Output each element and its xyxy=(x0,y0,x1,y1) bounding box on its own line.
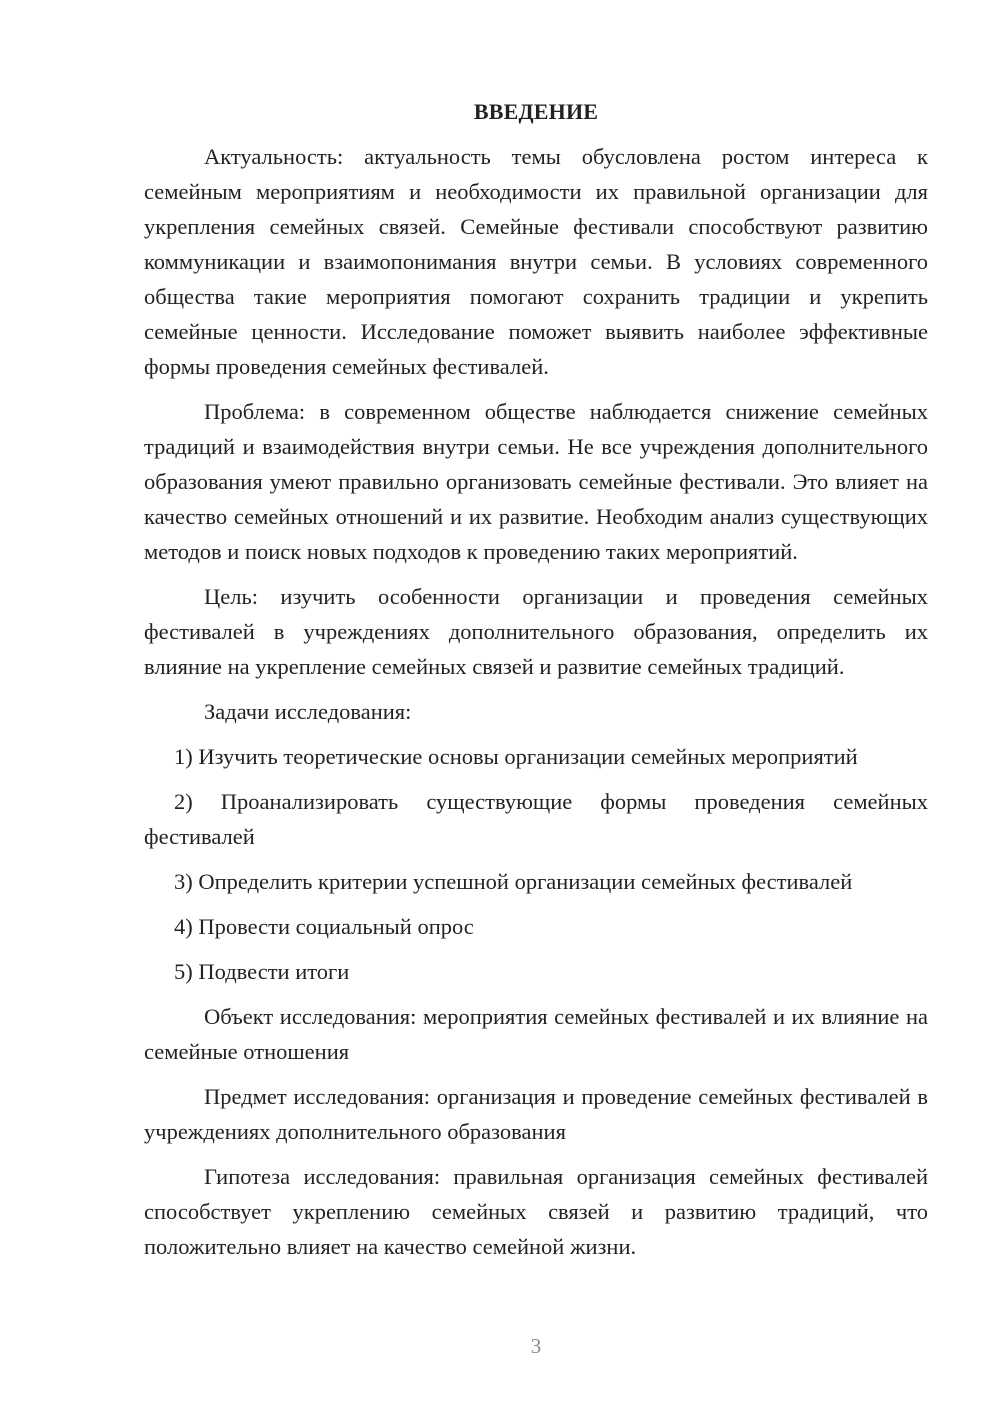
task-item-2: 2) Проанализировать существующие формы проведения семейных фестивалей xyxy=(144,789,928,849)
task-item-4: 4) Провести социальный опрос xyxy=(174,914,474,939)
paragraph-goal: Цель: изучить особенности организации и проведения семейных фестивалей в учреждениях дополнительного образования, определить их влияние на укрепление семейных связей и развитие семейных традиций. xyxy=(144,584,928,679)
paragraph-hypothesis: Гипотеза исследования: правильная организация семейных фестивалей способствует укреплению семейных связей и развитию традиций, что положительно влияет на качество семейной жизни. xyxy=(144,1164,928,1259)
tasks-title: Задачи исследования: xyxy=(204,699,412,724)
page-content xyxy=(144,94,928,1274)
task-item-1: 1) Изучить теоретические основы организации семейных мероприятий xyxy=(174,744,858,769)
task-item-5: 5) Подвести итоги xyxy=(174,959,350,984)
paragraph-subject: Предмет исследования: организация и проведение семейных фестивалей в учреждениях дополнительного образования xyxy=(144,1084,928,1144)
paragraph-problem: Проблема: в современном обществе наблюдается снижение семейных традиций и взаимодействия внутри семьи. Не все учреждения дополнительного образования умеют правильно организовать семейные фестивали. Это влияет на качество семейных отношений и их развитие. Необходим анализ существующих методов и поиск новых подходов к проведению таких мероприятий. xyxy=(144,399,928,564)
paragraph-relevance: Актуальность: актуальность темы обусловлена ростом интереса к семейным мероприятиям и необходимости их правильной организации для укрепления семейных связей. Семейные фестивали способствуют развитию коммуникации и взаимопонимания внутри семьи. В условиях современного общества такие мероприятия помогают сохранить традиции и укрепить семейные ценности. Исследование поможет выявить наиболее эффективные формы проведения семейных фестивалей. xyxy=(144,144,928,379)
task-item-3: 3) Определить критерии успешной организации семейных фестивалей xyxy=(174,869,853,894)
paragraph-object: Объект исследования: мероприятия семейных фестивалей и их влияние на семейные отношения xyxy=(144,1004,928,1064)
section-heading: ВВЕДЕНИЕ xyxy=(473,99,599,124)
page-number: 3 xyxy=(530,1334,542,1358)
